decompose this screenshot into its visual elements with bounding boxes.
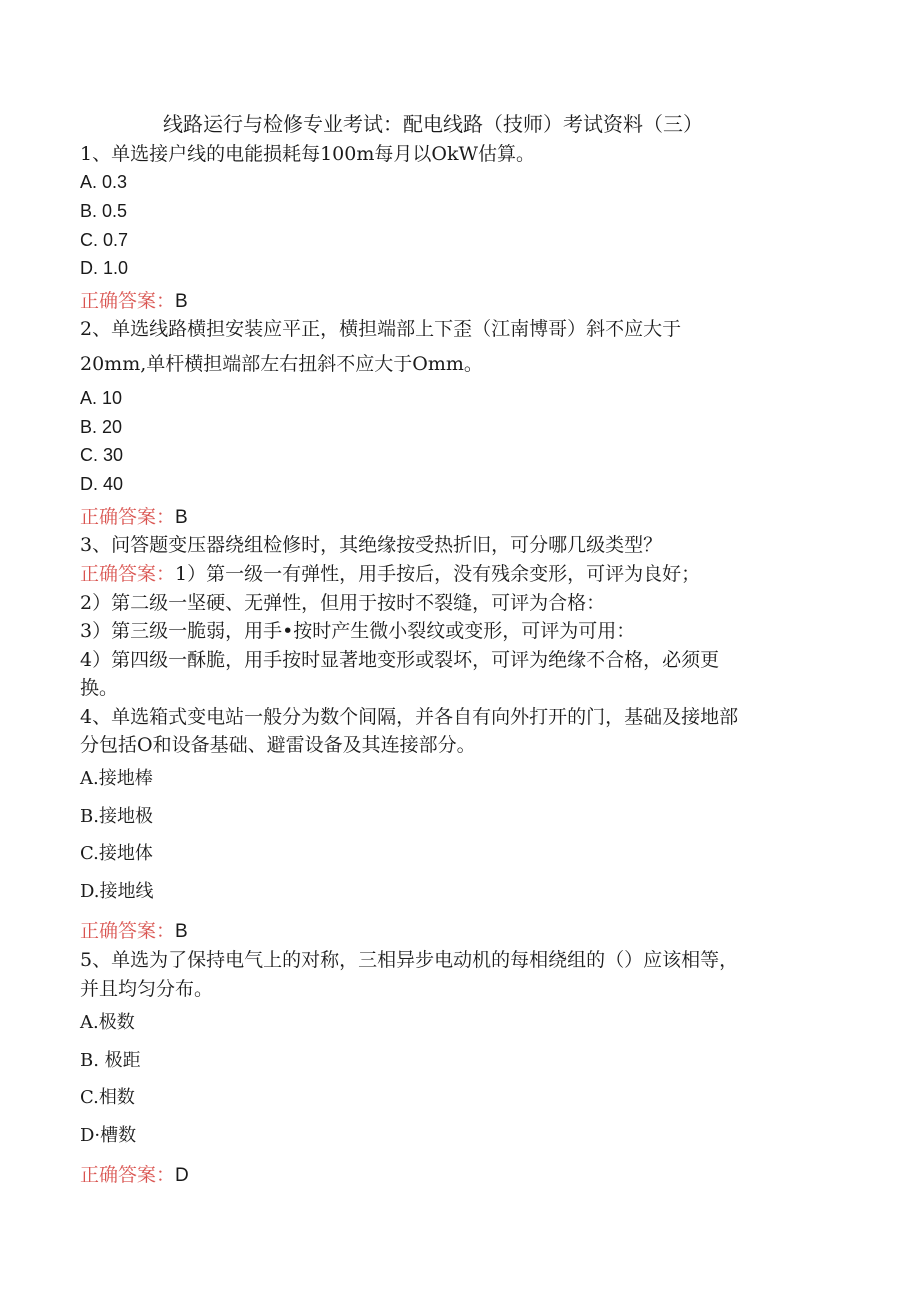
document-title: 线路运行与检修专业考试：配电线路（技师）考试资料（三） [163,112,703,136]
question-5-text-line-2: 并且均匀分布。 [80,978,214,1000]
question-1-text: 1、单选接户线的电能损耗每100m每月以OkW估算。 [80,143,535,165]
answer-value: D [175,1165,189,1186]
answer-label: 正确答案： [80,920,176,942]
answer-label: 正确答案： [80,1164,176,1186]
answer-value: B [175,921,188,942]
question-2-text-line-1: 2、单选线路横担安装应平正，横担端部上下歪（江南博哥）斜不应大于 [80,318,682,340]
answer-label: 正确答案： [80,506,176,528]
question-1-option-d: D. 1.0 [80,258,129,278]
question-2-option-a: A. 10 [80,388,123,408]
question-5-option-a: A.极数 [80,1012,135,1033]
answer-label: 正确答案： [80,290,176,312]
question-2-option-c: C. 30 [80,445,124,465]
question-5-option-d: D·槽数 [80,1125,137,1146]
question-2-option-b: B. 20 [80,417,123,437]
question-2-answer [80,505,188,530]
question-3-answer-line-1 [80,562,700,586]
answer-value: B [175,507,188,528]
question-5-option-c: C.相数 [80,1087,135,1108]
question-1-option-b: B. 0.5 [80,201,128,221]
answer-label: 正确答案： [80,563,176,585]
question-1-answer [80,289,188,314]
question-3-answer-line-5: 换。 [80,677,119,699]
question-2-option-d: D. 40 [80,474,124,494]
question-3-answer-line-3: 3）第三级一脆弱，用手•按时产生微小裂纹或变形，可评为可用： [80,620,636,642]
question-4-option-c: C.接地体 [80,843,153,864]
question-4-option-b: B.接地极 [80,806,153,827]
question-3-answer-line-2: 2）第二级一坚硬、无弹性，但用于按时不裂缝，可评为合格： [80,592,606,614]
question-3-text: 3、问答题变压器绕组检修时，其绝缘按受热折旧，可分哪几级类型？ [80,534,663,556]
question-2-text-line-2: 20mm,单杆横担端部左右扭斜不应大于Omm。 [80,353,483,375]
question-5-answer [80,1163,189,1188]
question-4-text-line-1: 4、单选箱式变电站一般分为数个间隔，并各自有向外打开的门，基础及接地部 [80,706,739,728]
answer-text: 1）第一级一有弹性，用手按后，没有残余变形，可评为良好； [175,563,701,585]
question-4-option-a: A.接地棒 [80,768,153,789]
question-4-answer [80,919,188,944]
answer-value: B [175,291,188,312]
question-4-option-d: D.接地线 [80,881,154,902]
question-4-text-line-2: 分包括O和设备基础、避雷设备及其连接部分。 [80,734,476,756]
question-5-option-b: B. 极距 [80,1050,141,1071]
question-5-text-line-1: 5、单选为了保持电气上的对称，三相异步电动机的每相绕组的（）应该相等， [80,949,739,971]
question-1-option-a: A. 0.3 [80,172,128,192]
question-1-option-c: C. 0.7 [80,230,129,250]
question-3-answer-line-4: 4）第四级一酥脆，用手按时显著地变形或裂坏，可评为绝缘不合格，必须更 [80,649,720,671]
